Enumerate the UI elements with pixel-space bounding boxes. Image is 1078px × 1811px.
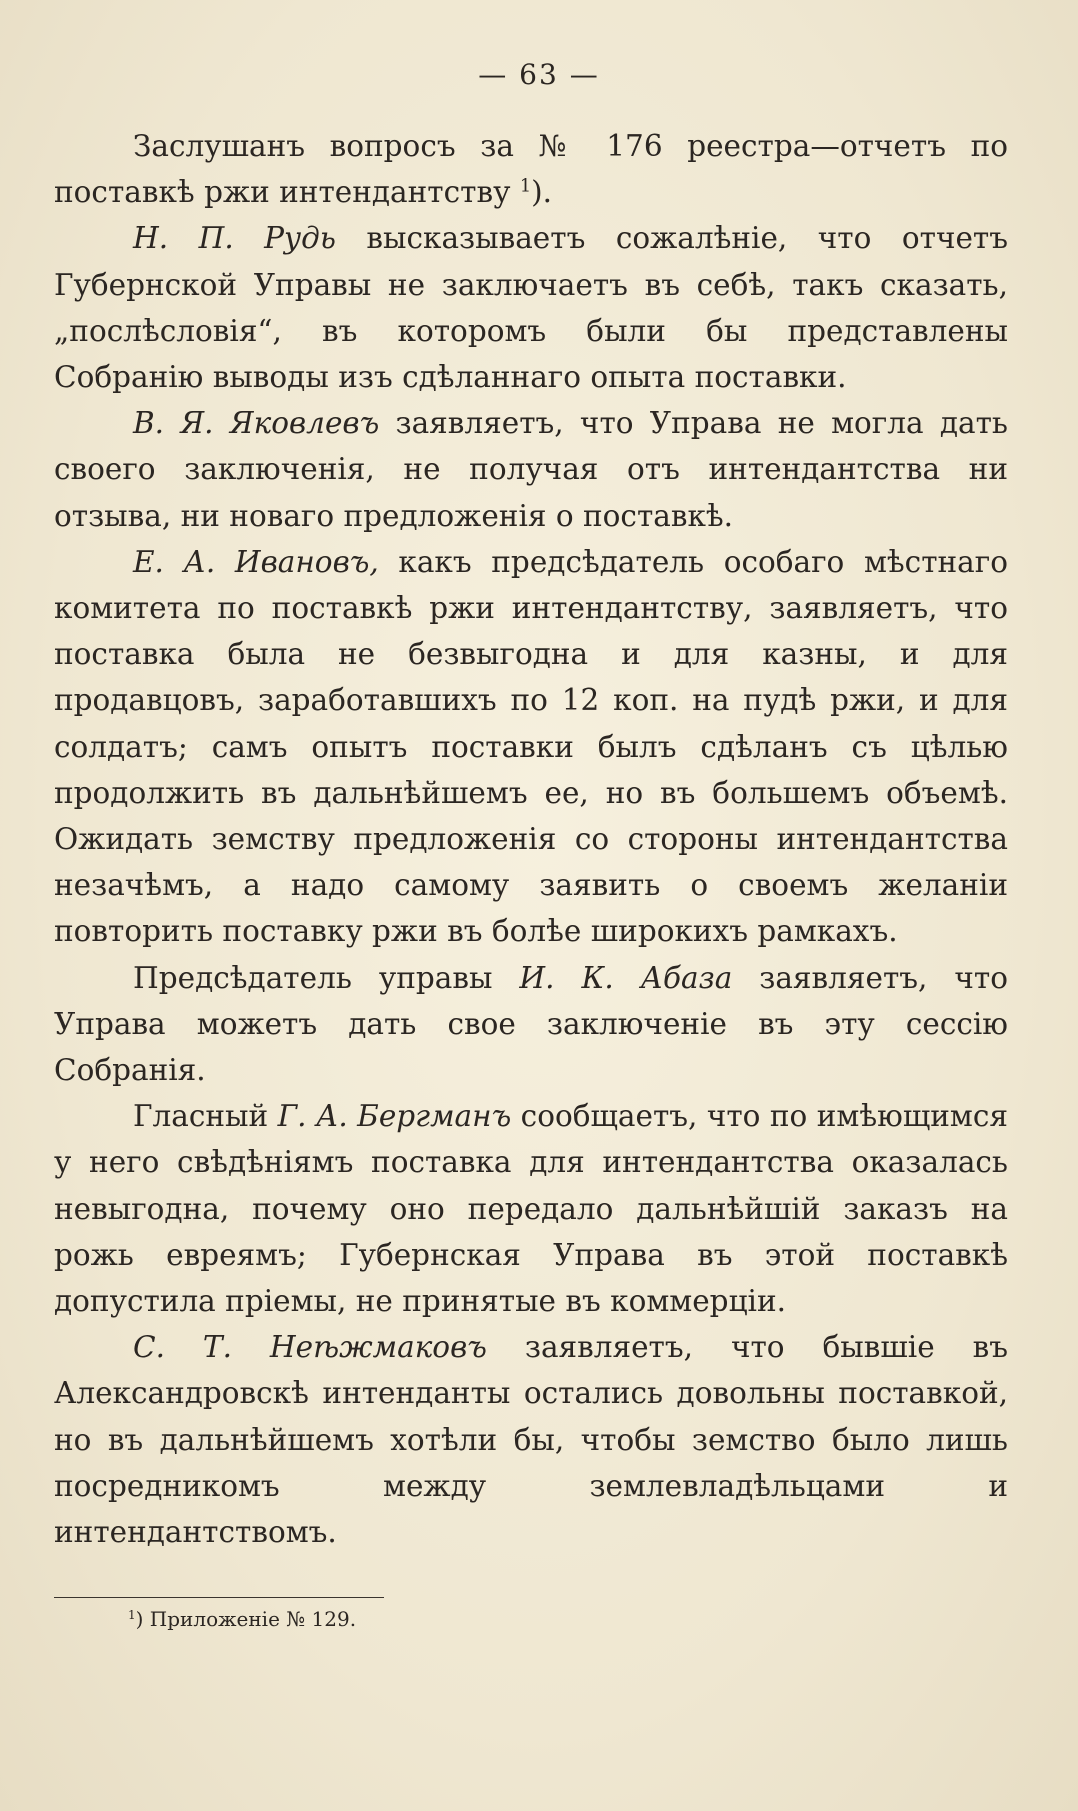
speaker-name: Г. А. Бергманъ	[277, 1099, 512, 1134]
paragraph-text: заявляетъ, что бывшіе въ Александровскѣ интенданты остались довольны поставкой, но въ дальнѣйшемъ хотѣли бы, чтобы земство было лишь посредникомъ между землевладѣльцами и интендантствомъ.	[54, 1330, 1008, 1550]
paragraph-text: сообщаетъ, что по имѣющимся у него свѣдѣніямъ поставка для интендантства оказалась невыгодна, почему оно передало дальнѣйшій заказъ на рожь евреямъ; Губернская Управа въ этой поставкѣ допустила пріемы, не принятые въ коммерціи.	[54, 1099, 1009, 1319]
paragraph-text: заявляетъ, что Управа можетъ дать свое заключеніе въ эту сессію Собранія.	[54, 960, 1008, 1088]
body-text	[54, 123, 1008, 1555]
footnote-marker: 1	[128, 1607, 136, 1622]
footnote	[128, 1606, 356, 1632]
paragraph-prefix: Предсѣдатель управы	[133, 960, 520, 995]
footnote-text: ) Приложеніе № 129.	[135, 1607, 357, 1631]
paragraph-ivanov	[54, 539, 1008, 955]
speaker-name: С. Т. Неѣжмаковъ	[133, 1330, 487, 1365]
paragraph-rud	[54, 215, 1008, 400]
paragraph-text: какъ предсѣдатель особаго мѣстнаго комитета по поставкѣ ржи интендантству, заявляетъ, что поставка была не безвыгодна и для казны, и для продавцовъ, заработавшихъ по 12 коп. на пудѣ ржи, и для солдатъ; самъ опытъ поставки былъ сдѣланъ съ цѣлью продолжить въ дальнѣйшемъ ее, но въ большемъ объемѣ. Ожидать земству предложенія со стороны интендантства незачѣмъ, а надо самому заявить о своемъ желаніи повторить поставку ржи въ болѣе широкихъ рамкахъ.	[54, 544, 1008, 949]
speaker-name: Н. П. Рудь	[133, 221, 336, 256]
paragraph-bergman	[54, 1093, 1008, 1324]
footnote-divider	[54, 1597, 384, 1598]
paragraph-report	[54, 123, 1008, 215]
paragraph-text: заявляетъ, что Управа не могла дать своего заключенія, не получая отъ интендантства ни отзыва, ни новаго предложенія о поставкѣ.	[54, 406, 1008, 533]
paragraph-text: высказываетъ сожалѣніе, что отчетъ Губернской Управы не заключаетъ въ себѣ, такъ сказать, „послѣсловія“, въ которомъ были бы представлены Собранію выводы изъ сдѣланнаго опыта поставки.	[54, 221, 1008, 395]
paragraph-yakovlev	[54, 400, 1008, 539]
paragraph-neezhmakov	[54, 1324, 1008, 1555]
paragraph-abaza	[54, 955, 1008, 1094]
footnote-reference[interactable]: 1	[519, 176, 532, 197]
speaker-name: В. Я. Яковлевъ	[133, 406, 380, 441]
speaker-name: Е. А. Ивановъ,	[133, 544, 379, 579]
paragraph-text: Заслушанъ вопросъ за № 176 реестра—отчетъ по поставкѣ ржи интендантству	[54, 129, 1008, 210]
paragraph-prefix: Гласный	[133, 1099, 278, 1134]
speaker-name: И. К. Абаза	[519, 960, 733, 995]
paragraph-text-end: ).	[531, 175, 552, 210]
page-number: — 63 —	[478, 58, 600, 91]
